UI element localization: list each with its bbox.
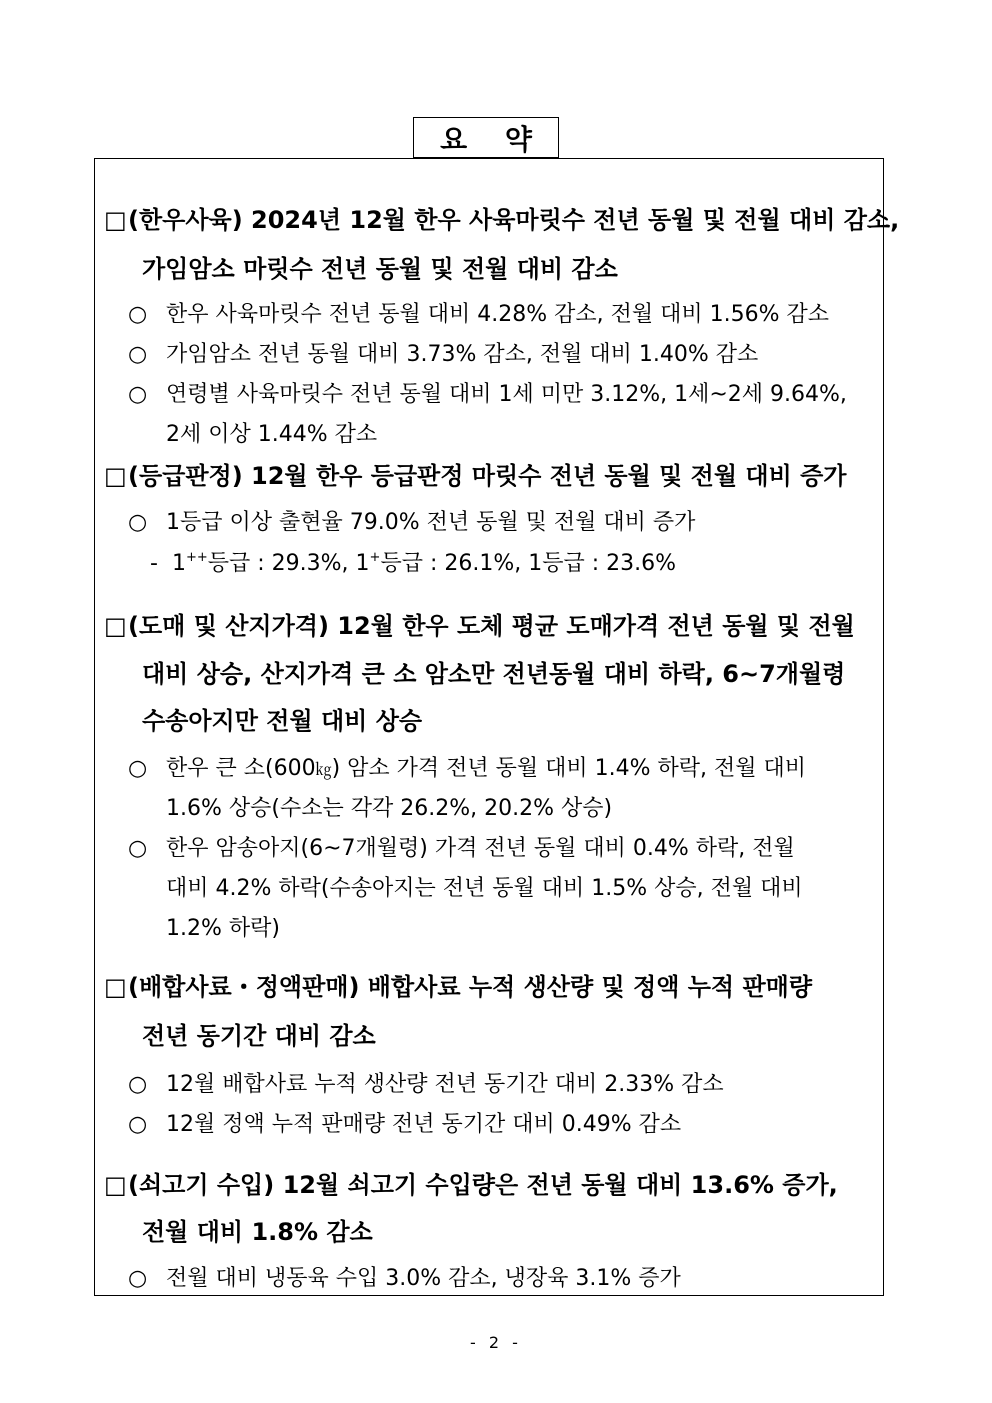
circle-bullet-icon: ○ xyxy=(128,342,148,367)
section-4-heading-line-1: □(배합사료・정액판매) 배합사료 누적 생산량 및 정액 누적 판매량 xyxy=(104,973,813,1001)
summary-title: 요 약 xyxy=(413,117,559,158)
section-4-bullet-2: ○ 12월 정액 누적 판매량 전년 동기간 대비 0.49% 감소 xyxy=(128,1110,681,1140)
section-1-bullet-3-cont: 2세 이상 1.44% 감소 xyxy=(166,422,378,447)
section-1-bullet-1: ○ 한우 사육마릿수 전년 동월 대비 4.28% 감소, 전월 대비 1.56% 감소 xyxy=(128,300,829,330)
circle-bullet-icon: ○ xyxy=(128,1072,148,1097)
circle-bullet-icon: ○ xyxy=(128,510,148,535)
grade-detail-line: - 1++등급 : 29.3%, 1+등급 : 26.1%, 1등급 : 23.6% xyxy=(150,550,677,576)
section-1-bullet-2: ○ 가임암소 전년 동월 대비 3.73% 감소, 전월 대비 1.40% 감소 xyxy=(128,340,758,370)
section-3-bullet-1-cont: 1.6% 상승(수소는 각각 26.2%, 20.2% 상승) xyxy=(166,796,613,821)
section-4-heading-line-2: 전년 동기간 대비 감소 xyxy=(142,1022,376,1050)
section-3-bullet-1: ○ 한우 큰 소(600㎏) 암소 가격 전년 동월 대비 1.4% 하락, 전월 대비 xyxy=(128,754,806,785)
section-5-bullet-1: ○ 전월 대비 냉동육 수입 3.0% 감소, 냉장육 3.1% 증가 xyxy=(128,1264,681,1294)
section-4-bullet-1: ○ 12월 배합사료 누적 생산량 전년 동기간 대비 2.33% 감소 xyxy=(128,1070,724,1100)
checkbox-square-icon: □ xyxy=(104,612,127,640)
circle-bullet-icon: ○ xyxy=(128,836,148,861)
circle-bullet-icon: ○ xyxy=(128,302,148,327)
section-3-bullet-2-cont-1: 대비 4.2% 하락(수송아지는 전년 동월 대비 1.5% 상승, 전월 대비 xyxy=(166,876,803,901)
section-2-bullet-1: ○ 1등급 이상 출현율 79.0% 전년 동월 및 전월 대비 증가 xyxy=(128,508,695,538)
section-3-bullet-2: ○ 한우 암송아지(6~7개월령) 가격 전년 동월 대비 0.4% 하락, 전월 xyxy=(128,834,795,864)
circle-bullet-icon: ○ xyxy=(128,1112,148,1137)
circle-bullet-icon: ○ xyxy=(128,1266,148,1291)
circle-bullet-icon: ○ xyxy=(128,382,148,407)
section-1-bullet-3: ○ 연령별 사육마릿수 전년 동월 대비 1세 미만 3.12%, 1세~2세 9.64%, xyxy=(128,380,847,410)
section-3-heading-line-2: 대비 상승, 산지가격 큰 소 암소만 전년동월 대비 하락, 6~7개월령 xyxy=(142,660,846,688)
section-3-heading-line-3: 수송아지만 전월 대비 상승 xyxy=(142,707,423,735)
checkbox-square-icon: □ xyxy=(104,206,127,234)
checkbox-square-icon: □ xyxy=(104,462,127,490)
checkbox-square-icon: □ xyxy=(104,973,127,1001)
section-2-heading: □(등급판정) 12월 한우 등급판정 마릿수 전년 동월 및 전월 대비 증가 xyxy=(104,462,847,490)
section-1-heading-line-2: 가임암소 마릿수 전년 동월 및 전월 대비 감소 xyxy=(142,255,618,283)
circle-bullet-icon: ○ xyxy=(128,756,148,781)
section-5-heading-line-2: 전월 대비 1.8% 감소 xyxy=(142,1218,373,1246)
page-number: - 2 - xyxy=(470,1333,522,1352)
section-3-bullet-2-cont-2: 1.2% 하락) xyxy=(166,916,280,941)
section-5-heading-line-1: □(쇠고기 수입) 12월 쇠고기 수입량은 전년 동월 대비 13.6% 증가, xyxy=(104,1171,838,1199)
section-3-heading-line-1: □(도매 및 산지가격) 12월 한우 도체 평균 도매가격 전년 동월 및 전월 xyxy=(104,612,855,640)
section-1-heading-line-1: □(한우사육) 2024년 12월 한우 사육마릿수 전년 동월 및 전월 대비 감소, xyxy=(104,206,900,234)
checkbox-square-icon: □ xyxy=(104,1171,127,1199)
